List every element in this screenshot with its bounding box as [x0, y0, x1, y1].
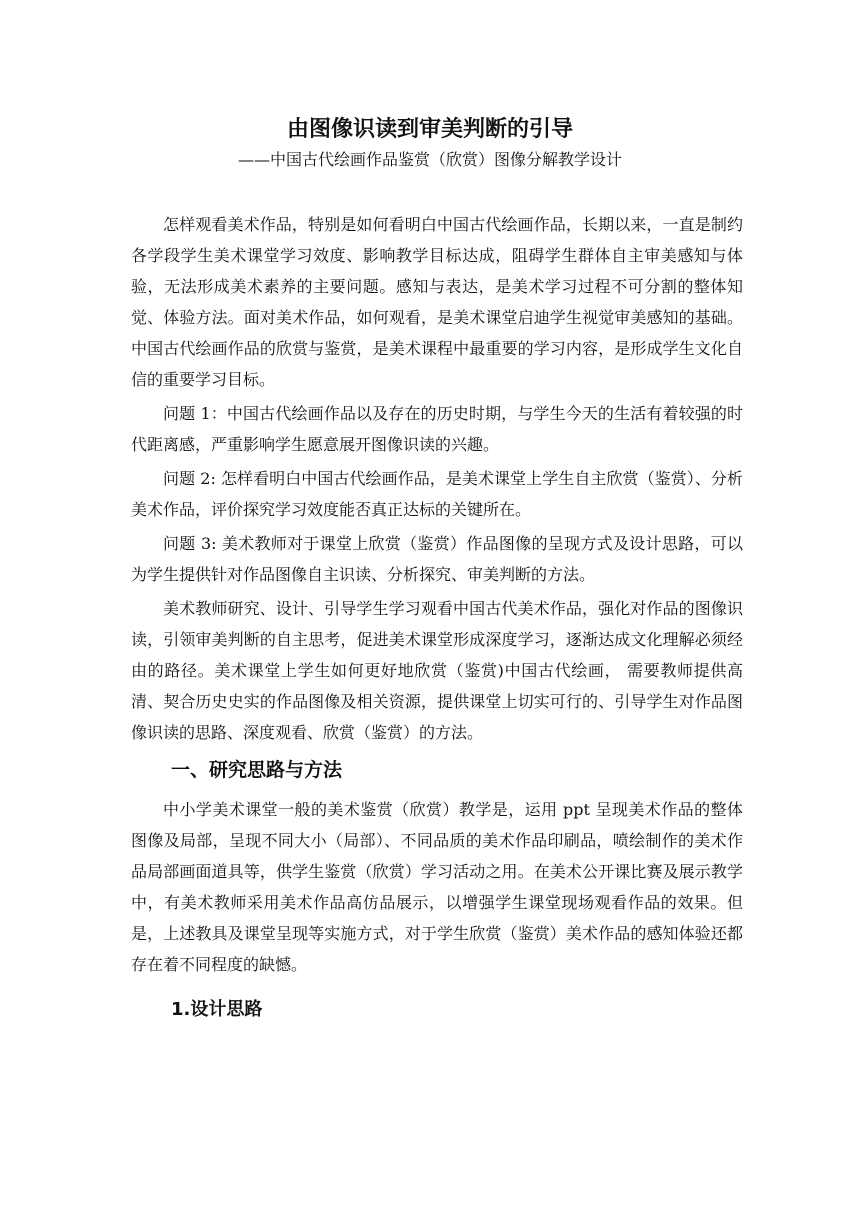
document-subtitle: ——中国古代绘画作品鉴赏（欣赏）图像分解教学设计	[237, 150, 622, 169]
document-title: 由图像识读到审美判断的引导	[286, 117, 573, 142]
problem-1-paragraph: 问题 1：中国古代绘画作品以及存在的历史时期，与学生今天的生活有着较强的时代距离感，严重影响学生愿意展开图像识读的兴趣。	[131, 404, 743, 454]
section-heading: 一、研究思路与方法	[171, 759, 343, 781]
subsection-heading: 1.设计思路	[171, 999, 263, 1020]
problem-3-paragraph: 问题 3: 美术教师对于课堂上欣赏（鉴赏）作品图像的呈现方式及设计思路，可以为学生提供针对作品图像自主识读、分析探究、审美判断的方法。	[131, 534, 743, 584]
section-paragraph: 中小学美术课堂一般的美术鉴赏（欣赏）教学是，运用 ppt 呈现美术作品的整体图像及局部，呈现不同大小（局部）、不同品质的美术作品印刷品，喷绘制作的美术作品局部画面道具等，供学生鉴赏（欣赏）学习活动之用。在美术公开课比赛及展示教学中，有美术教师采用美术作品高仿品展示，以增强学生课堂现场观看作品的效果。但是，上述教具及课堂呈现等实施方式，对于学生欣赏（鉴赏）美术作品的感知体验还都存在着不同程度的缺憾。	[131, 800, 743, 974]
intro-paragraph: 怎样观看美术作品，特别是如何看明白中国古代绘画作品，长期以来，一直是制约各学段学生美术课堂学习效度、影响教学目标达成，阻碍学生群体自主审美感知与体验，无法形成美术素养的主要问题。感知与表达，是美术学习过程不可分割的整体知觉、体验方法。面对美术作品，如何观看，是美术课堂启迪学生视觉审美感知的基础。中国古代绘画作品的欣赏与鉴赏，是美术课程中最重要的学习内容，是形成学生文化自信的重要学习目标。	[131, 215, 743, 389]
problem-2-paragraph: 问题 2: 怎样看明白中国古代绘画作品，是美术课堂上学生自主欣赏（鉴赏）、分析美术作品，评价探究学习效度能否真正达标的关键所在。	[131, 469, 743, 519]
document-body	[131, 209, 743, 1026]
summary-paragraph: 美术教师研究、设计、引导学生学习观看中国古代美术作品，强化对作品的图像识读，引领审美判断的自主思考，促进美术课堂形成深度学习，逐渐达成文化理解必须经由的路径。美术课堂上学生如何更好地欣赏（鉴赏)中国古代绘画， 需要教师提供高清、契合历史史实的作品图像及相关资源，提供课堂上切实可行的、引导学生对作品图像识读的思路、深度观看、欣赏（鉴赏）的方法。	[131, 599, 743, 742]
